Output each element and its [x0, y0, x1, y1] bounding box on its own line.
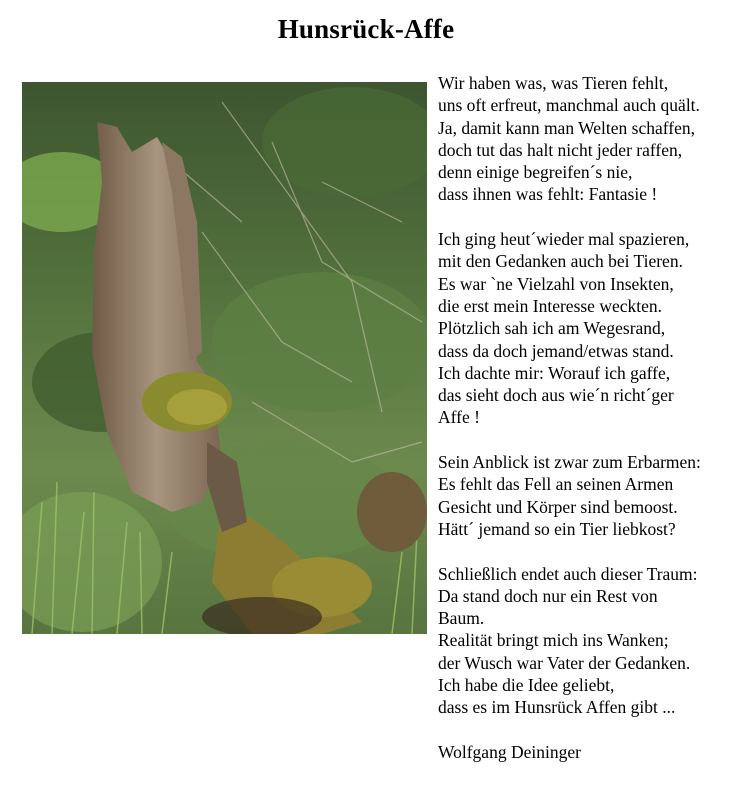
poem-line: denn einige begreifen´s nie,	[438, 162, 633, 183]
poem-line: Wir haben was, was Tieren fehlt,	[438, 73, 669, 93]
poem-line: Baum.	[438, 608, 485, 629]
poem-line: Ich ging heut´wieder mal spazieren,	[438, 229, 690, 250]
tree-stump-image	[22, 82, 427, 634]
poem-line: Hätt´ jemand so ein Tier liebkost?	[438, 518, 676, 539]
poem-line: mit den Gedanken auch bei Tieren.	[438, 251, 683, 272]
tree-stump-photo	[22, 82, 427, 634]
poem-line: Realität bringt mich ins Wanken;	[438, 630, 669, 651]
poem-title: Hunsrück-Affe	[277, 14, 455, 44]
poem-line: Ich habe die Idee geliebt,	[438, 675, 615, 696]
poem-line: Ja, damit kann man Welten schaffen,	[438, 117, 695, 138]
poem-line: das sieht doch aus wie´n richt´ger	[438, 385, 674, 406]
poem-line: Da stand doch nur ein Rest von	[438, 585, 658, 606]
poem-line: Affe !	[438, 407, 480, 428]
poem-line: die erst mein Interesse weckten.	[438, 295, 663, 316]
poem-line: dass da doch jemand/etwas stand.	[438, 340, 674, 361]
poem-author: Wolfgang Deininger	[438, 741, 581, 762]
poem-line: der Wusch war Vater der Gedanken.	[438, 652, 691, 673]
stanza-2	[438, 228, 750, 429]
poem-line: doch tut das halt nicht jeder raffen,	[438, 139, 683, 160]
poem-line: uns oft erfreut, manchmal auch quält.	[438, 95, 700, 116]
poem-line: Es fehlt das Fell an seinen Armen	[438, 474, 674, 495]
poem-text	[438, 72, 750, 763]
poem-line: dass ihnen was fehlt: Fantasie !	[438, 184, 658, 205]
stanza-4	[438, 563, 750, 719]
poem-line: Ich dachte mir: Worauf ich gaffe,	[438, 362, 671, 383]
poem-line: Es war `ne Vielzahl von Insekten,	[438, 273, 674, 294]
poem-line: dass es im Hunsrück Affen gibt ...	[438, 697, 676, 718]
poem-line: Sein Anblick ist zwar zum Erbarmen:	[438, 452, 701, 473]
poem-line: Schließlich endet auch dieser Traum:	[438, 563, 698, 584]
stanza-1	[438, 72, 750, 206]
poem-line: Plötzlich sah ich am Wegesrand,	[438, 318, 666, 339]
stanza-3	[438, 451, 750, 540]
poem-line: Gesicht und Körper sind bemoost.	[438, 496, 678, 517]
